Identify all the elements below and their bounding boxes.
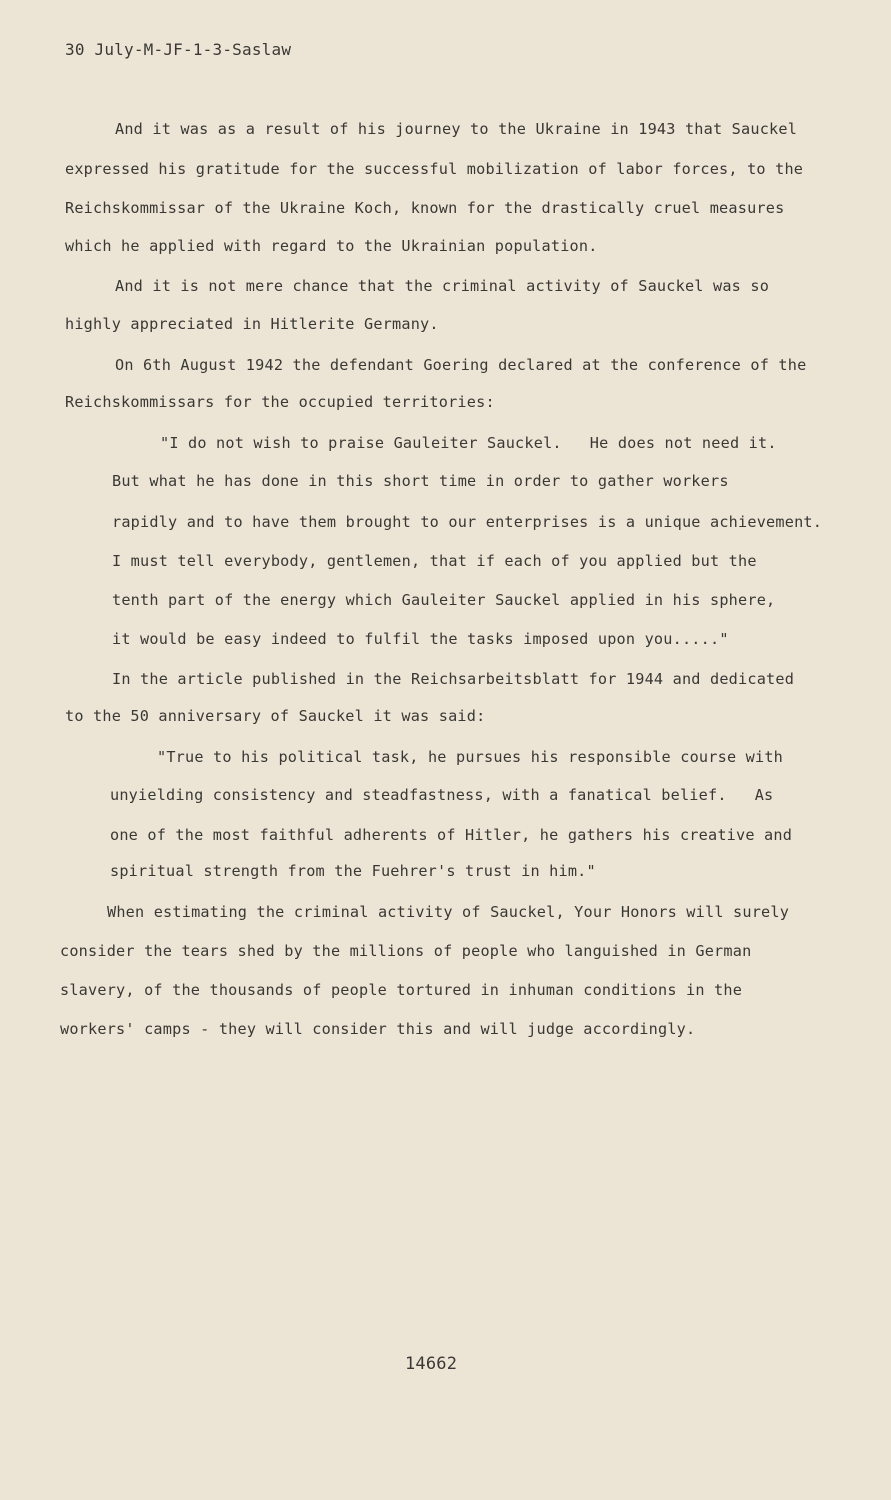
text-line: And it is not mere chance that the criminal activity of Sauckel was so xyxy=(115,277,770,295)
text-line: highly appreciated in Hitlerite Germany. xyxy=(65,315,439,333)
text-line: which he applied with regard to the Ukrainian population. xyxy=(65,237,598,255)
quote-line: spiritual strength from the Fuehrer's trust in him." xyxy=(110,862,596,880)
page-number: 14662 xyxy=(405,1354,458,1374)
text-line: slavery, of the thousands of people tortured in inhuman conditions in the xyxy=(60,981,743,999)
text-line: workers' camps - they will consider this and will judge accordingly. xyxy=(60,1020,696,1038)
text-line: to the 50 anniversary of Sauckel it was said: xyxy=(65,707,486,725)
text-line: On 6th August 1942 the defendant Goering declared at the conference of the xyxy=(115,356,807,374)
text-line: In the article published in the Reichsarbeitsblatt for 1944 and dedicated xyxy=(112,670,795,688)
quote-line: one of the most faithful adherents of Hitler, he gathers his creative and xyxy=(110,826,793,844)
quote-line: tenth part of the energy which Gauleiter Sauckel applied in his sphere, xyxy=(112,591,776,609)
text-line: Reichskommissar of the Ukraine Koch, known for the drastically cruel measures xyxy=(65,199,785,217)
document-header: 30 July-M-JF-1-3-Saslaw xyxy=(65,40,292,59)
text-line: consider the tears shed by the millions of people who languished in German xyxy=(60,942,752,960)
quote-line: it would be easy indeed to fulfil the tasks imposed upon you....." xyxy=(112,630,729,648)
quote-line: unyielding consistency and steadfastness, with a fanatical belief. As xyxy=(110,786,774,804)
quote-line: I must tell everybody, gentlemen, that if each of you applied but the xyxy=(112,552,757,570)
quote-line: But what he has done in this short time in order to gather workers xyxy=(112,472,729,490)
text-line: Reichskommissars for the occupied territories: xyxy=(65,393,495,411)
quote-line: "I do not wish to praise Gauleiter Sauckel. He does not need it. xyxy=(160,434,777,452)
text-line: And it was as a result of his journey to the Ukraine in 1943 that Sauckel xyxy=(115,120,798,138)
quote-line: rapidly and to have them brought to our enterprises is a unique achievement. xyxy=(112,513,823,531)
quote-line: "True to his political task, he pursues his responsible course with xyxy=(157,748,784,766)
text-line: expressed his gratitude for the successful mobilization of labor forces, to the xyxy=(65,160,804,178)
text-line: When estimating the criminal activity of Sauckel, Your Honors will surely xyxy=(107,903,790,921)
